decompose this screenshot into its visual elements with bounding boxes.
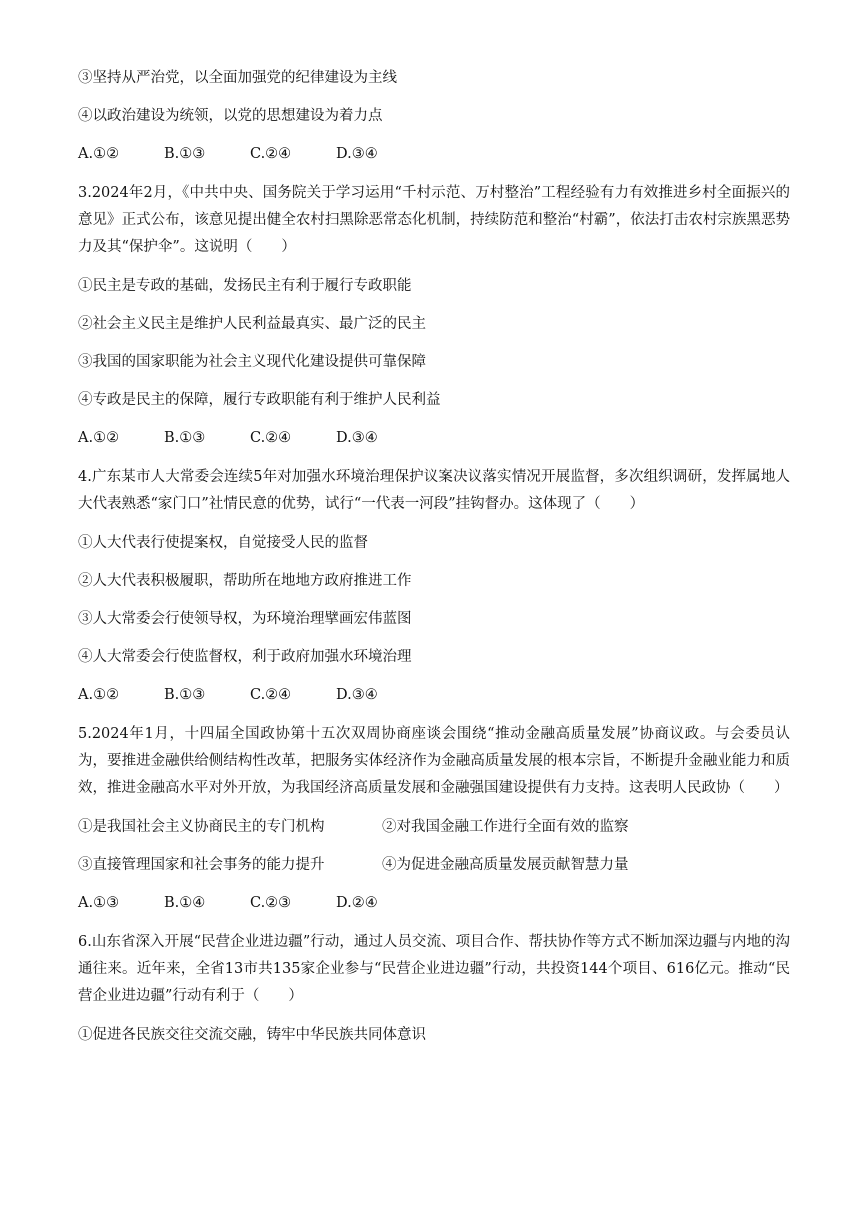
q5-answer-d[interactable]: D.②④ [336,895,378,911]
q3-option-1: ①民主是专政的基础，发扬民主有利于履行专政职能 [78,278,412,294]
q3-option-4: ④专政是民主的保障，履行专政职能有利于维护人民利益 [78,392,441,408]
q5-stem: 5.2024年1月，十四届全国政协第十五次双周协商座谈会围绕“推动金融高质量发展”协商议政。与会委员认为，要推进金融供给侧结构性改革，把服务实体经济作为金融高质量发展的根本宗旨，不断提升金融业能力和质效，推进金融高水平对外开放，为我国经济高质量发展和金融强国建设提供有力支持。这表明人民政协（ ） [78,726,790,796]
q4-answer-d[interactable]: D.③④ [336,687,378,703]
q4-option-3: ③人大常委会行使领导权，为环境治理擘画宏伟蓝图 [78,611,412,627]
q4-answer-b[interactable]: B.①③ [164,687,206,703]
q3-answer-a[interactable]: A.①② [78,430,120,446]
q2-option-3: ③坚持从严治党，以全面加强党的纪律建设为主线 [78,70,397,86]
q4-answer-choices [78,683,790,708]
q5-option-4: ④为促进金融高质量发展贡献智慧力量 [382,857,629,873]
q3-answer-c[interactable]: C.②④ [250,430,292,446]
question-5 [78,721,790,916]
q3-option-3: ③我国的国家职能为社会主义现代化建设提供可靠保障 [78,354,426,370]
q6-option-1: ①促进各民族交往交流交融，铸牢中华民族共同体意识 [78,1027,426,1043]
q2-answer-a[interactable]: A.①② [78,146,120,162]
q2-option-4: ④以政治建设为统领，以党的思想建设为着力点 [78,108,383,124]
q5-option-1: ①是我国社会主义协商民主的专门机构 [78,819,325,835]
q2-answer-c[interactable]: C.②④ [250,146,292,162]
q3-option-2: ②社会主义民主是维护人民利益最真实、最广泛的民主 [78,316,426,332]
q3-answer-d[interactable]: D.③④ [336,430,378,446]
q4-stem: 4.广东某市人大常委会连续5年对加强水环境治理保护议案决议落实情况开展监督，多次组织调研，发挥属地人大代表熟悉“家门口”社情民意的优势，试行“一代表一河段”挂钩督办。这体现了（ ） [78,469,790,512]
q2-answer-choices [78,142,790,167]
q5-answer-a[interactable]: A.①③ [78,895,120,911]
question-4 [78,464,790,708]
q3-answer-b[interactable]: B.①③ [164,430,206,446]
q3-stem: 3.2024年2月，《中共中央、国务院关于学习运用“千村示范、万村整治”工程经验有力有效推进乡村全面振兴的意见》正式公布，该意见提出健全农村扫黑除恶常态化机制，持续防范和整治“村霸”，依法打击农村宗族黑恶势力及其“保护伞”。这说明（ ） [78,185,790,255]
q5-option-3: ③直接管理国家和社会事务的能力提升 [78,857,325,873]
q5-options-row-2 [78,853,790,878]
question-6 [78,929,790,1048]
question-3 [78,180,790,451]
q4-option-4: ④人大常委会行使监督权，利于政府加强水环境治理 [78,649,412,665]
exam-page [78,66,790,1048]
q4-answer-c[interactable]: C.②④ [250,687,292,703]
q2-answer-b[interactable]: B.①③ [164,146,206,162]
q4-option-2: ②人大代表积极履职，帮助所在地地方政府推进工作 [78,573,412,589]
q5-answer-c[interactable]: C.②③ [250,895,292,911]
q6-stem: 6.山东省深入开展“民营企业进边疆”行动，通过人员交流、项目合作、帮扶协作等方式不断加深边疆与内地的沟通往来。近年来，全省13市共135家企业参与“民营企业进边疆”行动，共投资144个项目、616亿元。推动“民营企业进边疆”行动有利于（ ） [78,934,790,1004]
q5-option-2: ②对我国金融工作进行全面有效的监察 [382,819,629,835]
q4-option-1: ①人大代表行使提案权，自觉接受人民的监督 [78,535,368,551]
q5-answer-b[interactable]: B.①④ [164,895,206,911]
q2-answer-d[interactable]: D.③④ [336,146,378,162]
q5-answer-choices [78,891,790,916]
q4-answer-a[interactable]: A.①② [78,687,120,703]
question-2 [78,66,790,167]
q3-answer-choices [78,426,790,451]
q5-options-row-1 [78,815,790,840]
